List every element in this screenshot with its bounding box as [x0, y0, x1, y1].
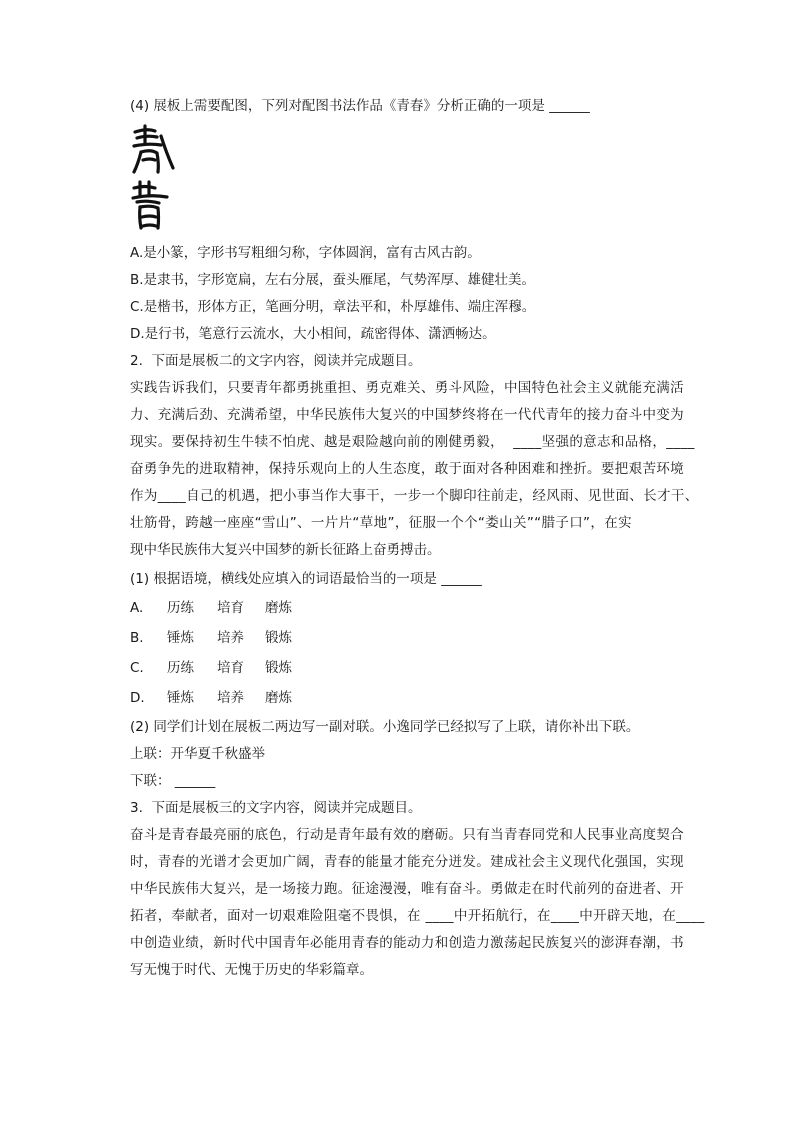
option-word: 磨炼 [265, 690, 292, 706]
seal-script-qing-glyph [134, 126, 173, 172]
option-word: 历练 [167, 660, 194, 676]
q3-passage-line: 中华民族伟大复兴，是一场接力跑。征途漫漫，唯有奋斗。勇做走在时代前列的奋进者、开 [130, 881, 684, 897]
option-word: 磨炼 [265, 600, 292, 616]
q2-passage-line: 现中华民族伟大复兴中国梦的新长征路上奋勇搏击。 [130, 542, 441, 558]
q2-passage-line: 现实。要保持初生牛犊不怕虎、越是艰险越向前的刚健勇毅， ____坚强的意志和品格，____ [130, 434, 695, 450]
couplet-lower: 下联： ______ [130, 773, 216, 789]
option-word: 培育 [217, 660, 244, 676]
q3-passage-line: 中创造业绩，新时代中国青年必能用青春的能动力和创造力激荡起民族复兴的澎湃春潮，书 [130, 935, 684, 951]
option-word: 历练 [167, 600, 194, 616]
q2-sub1-option-c [130, 658, 292, 678]
option-letter: C. [130, 660, 144, 676]
q3-intro: 3. 下面是展板三的文字内容，阅读并完成题目。 [130, 800, 422, 816]
calligraphy-image-qingchun [131, 122, 175, 232]
q2-sub2-stem: (2) 同学们计划在展板二两边写一副对联。小逸同学已经拟写了上联，请你补出下联。 [130, 719, 640, 735]
couplet-upper: 上联：开华夏千秋盛举 [130, 746, 265, 762]
q2-passage-line: 实践告诉我们，只要青年都勇挑重担、勇克难关、勇斗风险，中国特色社会主义就能充满活 [130, 380, 684, 396]
q2-passage-line: 壮筋骨，跨越一座座“雪山”、一片片“草地”，征服一个个“娄山关”“腊子口”，在实 [130, 515, 632, 531]
q4-option-c: C.是楷书，形体方正，笔画分明，章法平和，朴厚雄伟、端庄浑穆。 [130, 299, 536, 315]
option-word: 培养 [217, 630, 244, 646]
option-word: 锻炼 [265, 660, 292, 676]
q2-sub1-option-b [130, 628, 292, 648]
option-letter: D. [130, 690, 145, 706]
option-word: 锤炼 [167, 690, 194, 706]
option-letter: B. [130, 630, 144, 646]
q2-sub1-option-d [130, 688, 292, 708]
q3-passage-line: 时，青春的光谱才会更加广阔，青春的能量才能充分迸发。建成社会主义现代化强国，实现 [130, 854, 684, 870]
seal-script-chun-glyph [133, 182, 167, 228]
option-word: 培养 [217, 690, 244, 706]
option-word: 锻炼 [265, 630, 292, 646]
q2-passage-line: 力、充满后劲、充满希望，中华民族伟大复兴的中国梦终将在一代代青年的接力奋斗中变为 [130, 407, 684, 423]
option-word: 锤炼 [167, 630, 194, 646]
q3-passage-line: 奋斗是青春最亮丽的底色，行动是青年最有效的磨砺。只有当青春同党和人民事业高度契合 [130, 827, 684, 843]
q2-passage-line: 作为____自己的机遇，把小事当作大事干，一步一个脚印往前走，经风雨、见世面、长才干、 [130, 488, 699, 504]
q2-sub1-option-a [130, 598, 292, 618]
q4-option-d: D.是行书，笔意行云流水，大小相间，疏密得体、潇洒畅达。 [130, 326, 496, 342]
q4-stem: (4) 展板上需要配图，下列对配图书法作品《青春》分析正确的一项是 ______ [130, 98, 590, 114]
q2-passage-line: 奋勇争先的进取精神，保持乐观向上的人生态度，敢于面对各种困难和挫折。要把艰苦环境 [130, 461, 684, 477]
q3-passage-line: 拓者，奉献者，面对一切艰难险阻毫不畏惧，在 ____中开拓航行，在____中开辟天地，在____ [130, 908, 705, 924]
q4-option-b: B.是隶书，字形宽扁，左右分展，蚕头雁尾，气势浑厚、雄健壮美。 [130, 272, 536, 288]
q3-passage-line: 写无愧于时代、无愧于历史的华彩篇章。 [130, 962, 373, 978]
q2-intro: 2. 下面是展板二的文字内容，阅读并完成题目。 [130, 353, 422, 369]
option-letter: A. [130, 600, 144, 616]
option-word: 培育 [217, 600, 244, 616]
q2-sub1-stem: (1) 根据语境，横线处应填入的词语最恰当的一项是 ______ [130, 571, 482, 587]
q4-option-a: A.是小篆，字形书写粗细匀称，字体圆润，富有古风古韵。 [130, 245, 481, 261]
